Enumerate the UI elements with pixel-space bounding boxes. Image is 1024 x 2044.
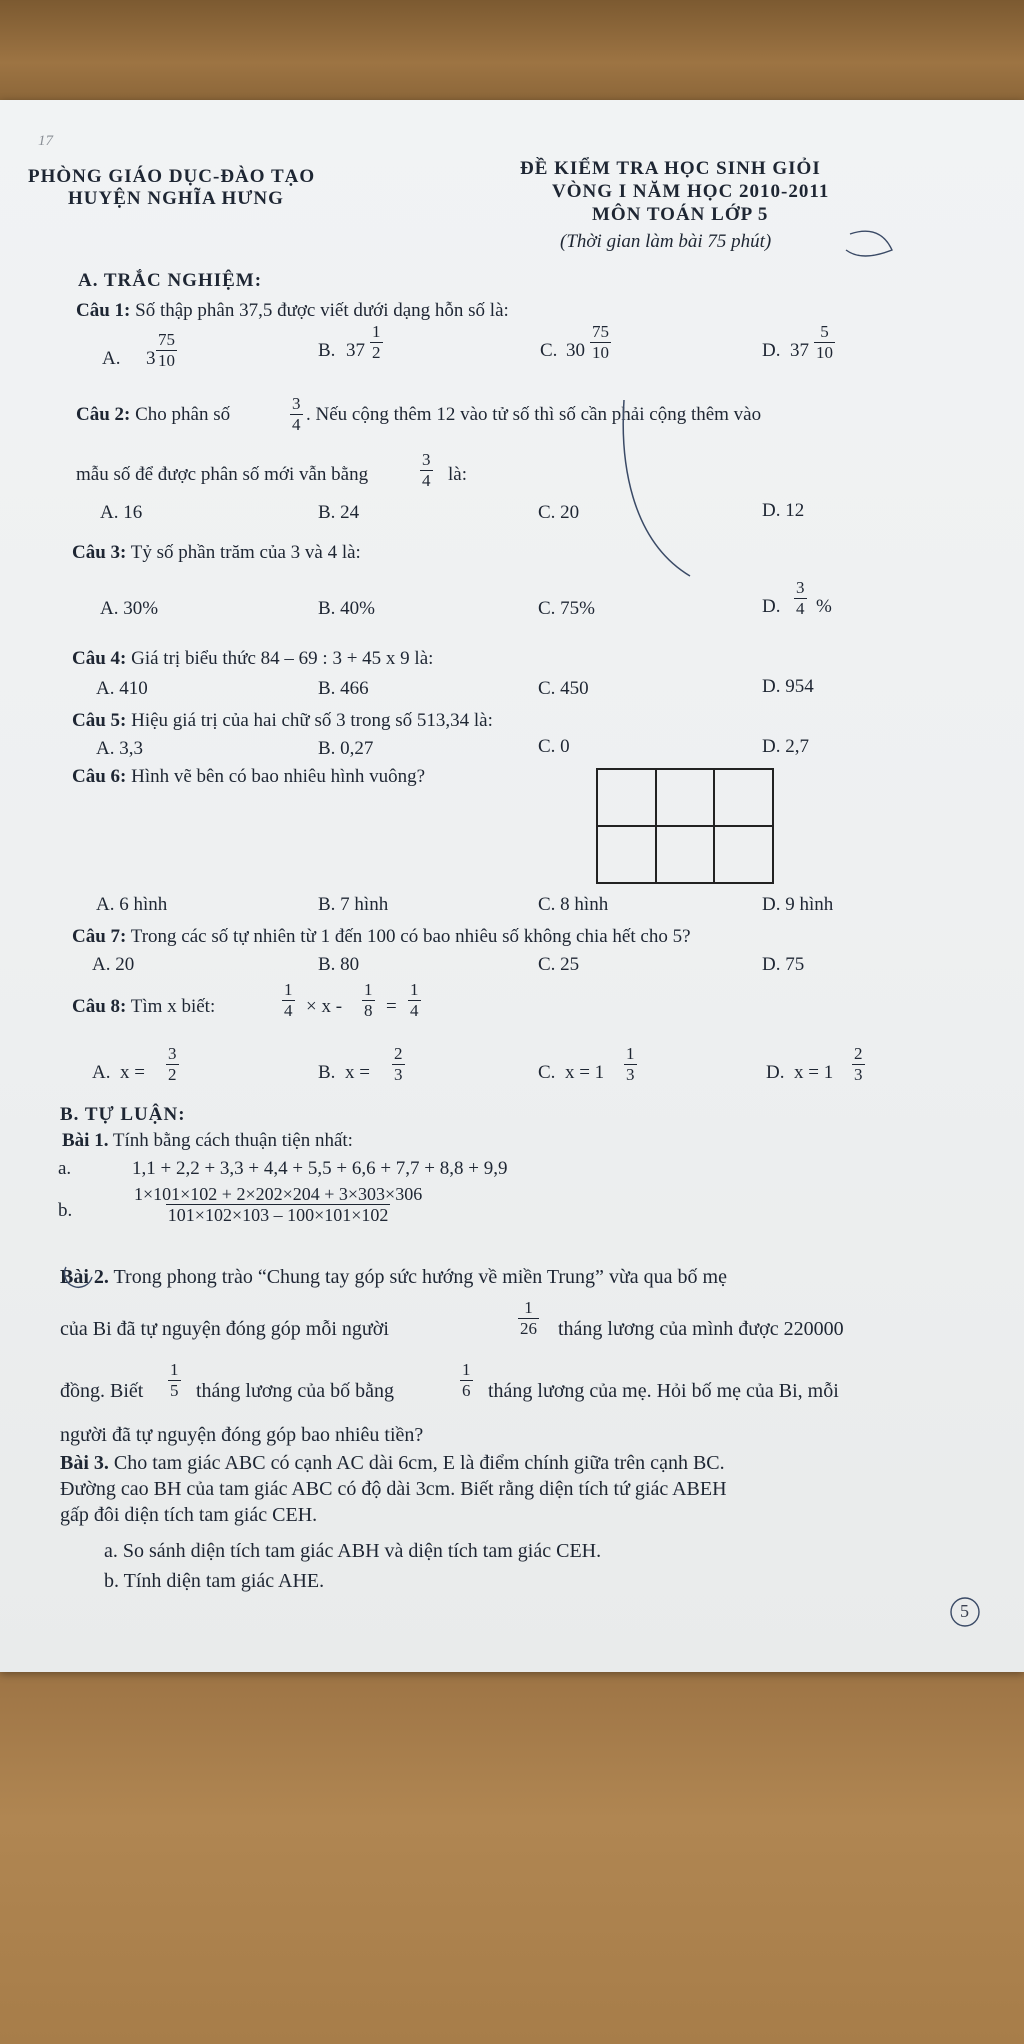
- bai2-line3c: tháng lương của mẹ. Hỏi bố mẹ của Bi, mỗi: [488, 1380, 839, 1402]
- q8-option-c-prefix: C. x = 1: [538, 1062, 605, 1083]
- q1-option-a-letter: A.: [102, 348, 121, 369]
- table-surface-bottom: [0, 1670, 1024, 2044]
- bai2-fraction-1-5: $\frac{1}{5}$: [170, 1360, 179, 1400]
- q1-text: Số thập phân 37,5 được viết dưới dạng hỗn số là:: [135, 300, 509, 321]
- q1-option-d-fraction: $\frac{5}{10}$: [816, 322, 833, 362]
- header-right-line3: MÔN TOÁN LỚP 5: [592, 204, 769, 225]
- q6-option-c: C. 8 hình: [538, 894, 609, 915]
- q6-option-d: D. 9 hình: [762, 894, 834, 915]
- header-left-line2: HUYỆN NGHĨA HƯNG: [68, 188, 284, 209]
- q1-option-d-whole: 37: [790, 340, 809, 361]
- q4-option-b: B. 466: [318, 678, 369, 699]
- q4-option-d: D. 954: [762, 676, 814, 697]
- q2-option-d: D. 12: [762, 500, 805, 521]
- bai1-b-fraction: $\frac{1\times 101\times 102 + 2\times 202\times 204 + 3\times 303\times 306}{101\times 102\times 103 - 100\times 101\times 102}$: [134, 1184, 423, 1225]
- q1-option-c-whole: 30: [566, 340, 585, 361]
- q8-fraction-3: $\frac{1}{4}$: [410, 980, 419, 1020]
- q8-option-a-prefix: A. x =: [92, 1062, 145, 1083]
- exam-paper: [0, 100, 1024, 1672]
- q7-option-a: A. 20: [92, 954, 135, 975]
- bai1-a-expression: 1,1 + 2,2 + 3,3 + 4,4 + 5,5 + 6,6 + 7,7 + 8,8 + 9,9: [132, 1158, 508, 1179]
- q4-option-c: C. 450: [538, 678, 589, 699]
- q4-option-a: A. 410: [96, 678, 148, 699]
- q8-stem: Câu 8: Tìm x biết:: [72, 996, 216, 1017]
- bai3-part-a: a. So sánh diện tích tam giác ABH và diện tích tam giác CEH.: [104, 1540, 602, 1562]
- q2-option-b: B. 24: [318, 502, 360, 523]
- q2-fraction-2: $\frac{3}{4}$: [422, 450, 431, 490]
- bai3-line3: gấp đôi diện tích tam giác CEH.: [60, 1504, 318, 1526]
- q8-option-b-prefix: B. x =: [318, 1062, 370, 1083]
- bai2-line3b: tháng lương của bố bằng: [196, 1380, 395, 1402]
- header-left-line1: PHÒNG GIÁO DỤC-ĐÀO TẠO: [28, 166, 316, 187]
- bai2-line4: người đã tự nguyện đóng góp bao nhiêu tiền?: [60, 1424, 424, 1446]
- q8-fraction-2: $\frac{1}{8}$: [364, 980, 373, 1020]
- exam-duration: (Thời gian làm bài 75 phút): [560, 231, 772, 252]
- table-surface-top: [0, 0, 1024, 105]
- q8-equals: =: [386, 996, 397, 1017]
- pen-annotations: [0, 100, 1024, 1672]
- q2-stem-line2-end: là:: [448, 464, 467, 485]
- q7-option-c: C. 25: [538, 954, 580, 975]
- q4-stem: Câu 4: Giá trị biểu thức 84 – 69 : 3 + 45 x 9 là:: [72, 648, 434, 669]
- q3-option-b: B. 40%: [318, 598, 375, 619]
- bai2-line1: Bài 2. Trong phong trào “Chung tay góp sức hướng về miền Trung” vừa qua bố mẹ: [60, 1266, 727, 1288]
- q5-stem: Câu 5: Hiệu giá trị của hai chữ số 3 trong số 513,34 là:: [72, 710, 493, 731]
- q6-stem: Câu 6: Hình vẽ bên có bao nhiêu hình vuông?: [72, 766, 426, 787]
- q1-label: Câu 1:: [76, 300, 131, 321]
- header-right-line1: ĐỀ KIỂM TRA HỌC SINH GIỎI: [520, 158, 821, 179]
- q5-option-b: B. 0,27: [318, 738, 374, 759]
- handwritten-page-mark: 5: [960, 1601, 969, 1621]
- q3-option-d-letter: D.: [762, 596, 781, 617]
- q2-stem-line1-rest: . Nếu cộng thêm 12 vào tử số thì số cần phải cộng thêm vào: [306, 404, 762, 425]
- q3-option-c: C. 75%: [538, 598, 595, 619]
- q1-option-c-letter: C.: [540, 340, 558, 361]
- bai3-line1: Bài 3. Cho tam giác ABC có cạnh AC dài 6cm, E là điểm chính giữa trên cạnh BC.: [60, 1452, 725, 1474]
- q1-option-b-letter: B.: [318, 340, 336, 361]
- bai1-a-letter: a.: [58, 1158, 72, 1179]
- q8-option-d-prefix: D. x = 1: [766, 1062, 834, 1083]
- q1-option-a-fraction: $\frac{75}{10}$: [158, 330, 175, 370]
- q1-option-b-whole: 37: [346, 340, 365, 361]
- bai3-part-b: b. Tính diện tam giác AHE.: [104, 1570, 325, 1592]
- q5-option-a: A. 3,3: [96, 738, 143, 759]
- q7-option-d: D. 75: [762, 954, 805, 975]
- bai2-line3a: đồng. Biết: [60, 1380, 144, 1402]
- q8-option-a-fraction: $\frac{3}{2}$: [168, 1044, 177, 1084]
- q3-option-a: A. 30%: [100, 598, 159, 619]
- q8-option-d-fraction: $\frac{2}{3}$: [854, 1044, 863, 1084]
- q7-stem: Câu 7: Trong các số tự nhiên từ 1 đến 100 có bao nhiêu số không chia hết cho 5?: [72, 926, 691, 947]
- bai2-line2a: của Bi đã tự nguyện đóng góp mỗi người: [60, 1318, 389, 1340]
- header-right-line2: VÒNG I NĂM HỌC 2010-2011: [552, 181, 830, 202]
- q5-option-c: C. 0: [538, 736, 570, 757]
- bai3-line2: Đường cao BH của tam giác ABC có độ dài 3cm. Biết rằng diện tích tứ giác ABEH: [60, 1478, 727, 1500]
- q2-stem-line1: Câu 2: Cho phân số: [76, 404, 231, 425]
- q3-option-d-suffix: %: [816, 596, 832, 617]
- q3-option-d-fraction: $\frac{3}{4}$: [796, 578, 805, 618]
- q8-fraction-1: $\frac{1}{4}$: [284, 980, 293, 1020]
- q2-stem-line2: mẫu số để được phân số mới vẫn bằng: [76, 464, 369, 485]
- q3-stem: Câu 3: Tỷ số phần trăm của 3 và 4 là:: [72, 542, 361, 563]
- q5-option-d: D. 2,7: [762, 736, 809, 757]
- q2-fraction: $\frac{3}{4}$: [292, 394, 301, 434]
- q2-option-c: C. 20: [538, 502, 580, 523]
- bai2-line2b: tháng lương của mình được 220000: [558, 1318, 844, 1340]
- q1-option-b-fraction: $\frac{1}{2}$: [372, 322, 381, 362]
- q6-option-a: A. 6 hình: [96, 894, 168, 915]
- handwritten-corner-number: 17: [38, 133, 53, 149]
- q8-option-b-fraction: $\frac{2}{3}$: [394, 1044, 403, 1084]
- bai1-stem: Bài 1. Tính bằng cách thuận tiện nhất:: [62, 1130, 353, 1151]
- q1-option-c-fraction: $\frac{75}{10}$: [592, 322, 609, 362]
- q8-option-c-fraction: $\frac{1}{3}$: [626, 1044, 635, 1084]
- q7-option-b: B. 80: [318, 954, 360, 975]
- q1-option-a-whole: 3: [146, 348, 156, 369]
- q8-operator: × x -: [306, 996, 343, 1017]
- section-b-title: B. TỰ LUẬN:: [60, 1104, 186, 1125]
- section-a-title: A. TRẮC NGHIỆM:: [78, 270, 263, 291]
- q1-option-d-letter: D.: [762, 340, 781, 361]
- bai1-b-letter: b.: [58, 1200, 73, 1221]
- bai2-fraction-1-6: $\frac{1}{6}$: [462, 1360, 471, 1400]
- bai2-fraction-1-26: $\frac{1}{26}$: [520, 1298, 537, 1338]
- q6-option-b: B. 7 hình: [318, 894, 389, 915]
- q2-option-a: A. 16: [100, 502, 143, 523]
